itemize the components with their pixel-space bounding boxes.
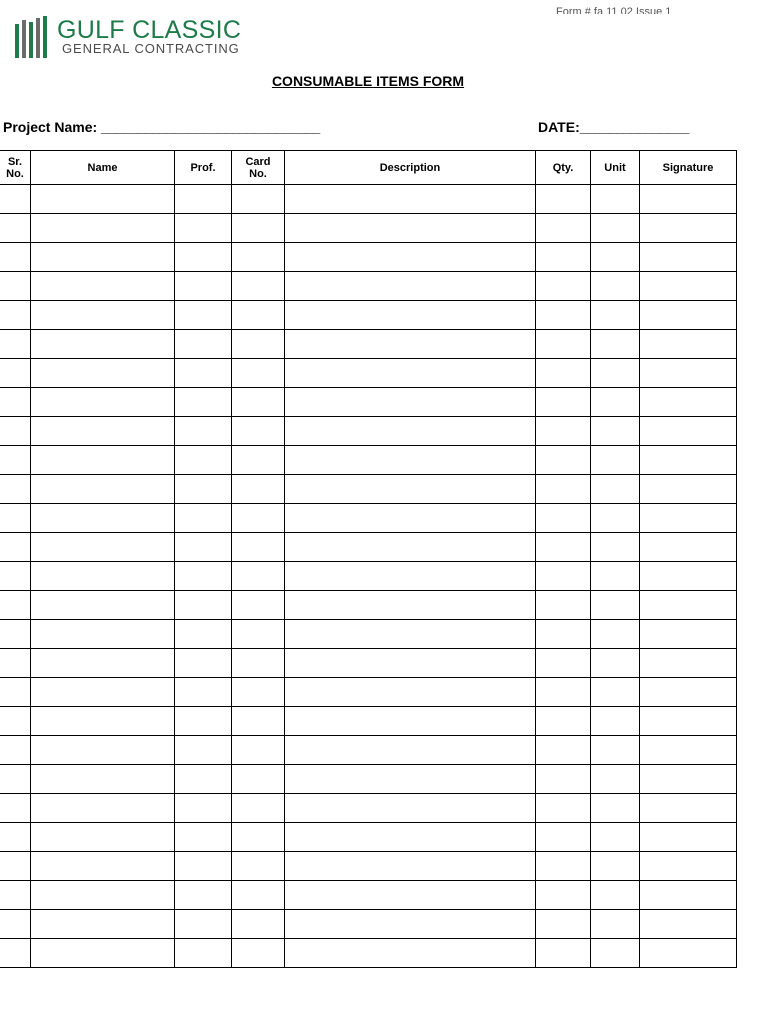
cell-prof[interactable] [175,823,232,852]
column-header-card-no: Card No. [232,151,285,185]
cell-card-no[interactable] [232,852,285,881]
cell-card-no[interactable] [232,359,285,388]
cell-qty[interactable] [536,736,591,765]
form-reference: Form # fa 11 02 Issue 1 [556,6,672,14]
table-row [0,504,737,533]
table-row [0,678,737,707]
cell-card-no[interactable] [232,707,285,736]
column-header-name: Name [31,151,175,185]
cell-qty[interactable] [536,823,591,852]
cell-sr-no[interactable] [0,707,31,736]
cell-name[interactable] [31,475,175,504]
cell-qty[interactable] [536,475,591,504]
cell-signature[interactable] [640,475,737,504]
cell-unit[interactable] [591,562,640,591]
table-row [0,185,737,214]
cell-card-no[interactable] [232,243,285,272]
cell-prof[interactable] [175,417,232,446]
cell-signature[interactable] [640,591,737,620]
table-row [0,330,737,359]
company-name: GULF CLASSIC [57,16,242,44]
cell-unit[interactable] [591,272,640,301]
table-row [0,591,737,620]
table-row [0,736,737,765]
cell-name[interactable] [31,707,175,736]
cell-signature[interactable] [640,736,737,765]
table-row [0,765,737,794]
cell-qty[interactable] [536,591,591,620]
cell-signature[interactable] [640,388,737,417]
cell-sr-no[interactable] [0,765,31,794]
cell-description[interactable] [285,330,536,359]
cell-signature[interactable] [640,446,737,475]
cell-unit[interactable] [591,388,640,417]
cell-name[interactable] [31,272,175,301]
cell-qty[interactable] [536,562,591,591]
cell-qty[interactable] [536,359,591,388]
cell-sr-no[interactable] [0,388,31,417]
cell-description[interactable] [285,707,536,736]
table-row [0,939,737,968]
cell-description[interactable] [285,243,536,272]
cell-qty[interactable] [536,330,591,359]
cell-description[interactable] [285,910,536,939]
cell-prof[interactable] [175,388,232,417]
cell-unit[interactable] [591,678,640,707]
cell-qty[interactable] [536,533,591,562]
cell-sr-no[interactable] [0,736,31,765]
cell-sr-no[interactable] [0,939,31,968]
cell-card-no[interactable] [232,504,285,533]
cell-prof[interactable] [175,475,232,504]
cell-name[interactable] [31,736,175,765]
cell-unit[interactable] [591,736,640,765]
cell-card-no[interactable] [232,591,285,620]
cell-signature[interactable] [640,881,737,910]
cell-signature[interactable] [640,562,737,591]
cell-prof[interactable] [175,301,232,330]
cell-qty[interactable] [536,939,591,968]
cell-qty[interactable] [536,272,591,301]
cell-description[interactable] [285,417,536,446]
table-row [0,359,737,388]
date-line[interactable]: _______________ [579,119,690,135]
cell-qty[interactable] [536,446,591,475]
cell-card-no[interactable] [232,794,285,823]
cell-signature[interactable] [640,533,737,562]
cell-qty[interactable] [536,504,591,533]
cell-signature[interactable] [640,620,737,649]
cell-description[interactable] [285,446,536,475]
cell-sr-no[interactable] [0,504,31,533]
cell-sr-no[interactable] [0,533,31,562]
cell-unit[interactable] [591,649,640,678]
cell-unit[interactable] [591,707,640,736]
cell-description[interactable] [285,504,536,533]
table-row [0,649,737,678]
cell-description[interactable] [285,678,536,707]
cell-unit[interactable] [591,301,640,330]
cell-signature[interactable] [640,794,737,823]
cell-qty[interactable] [536,620,591,649]
project-name-field[interactable] [3,118,320,136]
logo-bars-icon [14,16,52,58]
cell-card-no[interactable] [232,678,285,707]
cell-sr-no[interactable] [0,562,31,591]
consumable-items-table [0,150,737,968]
cell-qty[interactable] [536,881,591,910]
cell-unit[interactable] [591,214,640,243]
cell-qty[interactable] [536,707,591,736]
cell-name[interactable] [31,533,175,562]
cell-unit[interactable] [591,533,640,562]
cell-sr-no[interactable] [0,881,31,910]
cell-card-no[interactable] [232,214,285,243]
cell-name[interactable] [31,794,175,823]
cell-description[interactable] [285,794,536,823]
cell-sr-no[interactable] [0,591,31,620]
cell-card-no[interactable] [232,185,285,214]
cell-card-no[interactable] [232,562,285,591]
cell-signature[interactable] [640,214,737,243]
date-label: DATE: [538,119,580,135]
cell-name[interactable] [31,359,175,388]
cell-name[interactable] [31,417,175,446]
cell-description[interactable] [285,591,536,620]
date-field[interactable] [538,118,689,136]
cell-description[interactable] [285,620,536,649]
cell-sr-no[interactable] [0,446,31,475]
cell-prof[interactable] [175,939,232,968]
cell-unit[interactable] [591,359,640,388]
cell-sr-no[interactable] [0,910,31,939]
column-header-prof: Prof. [175,151,232,185]
cell-prof[interactable] [175,678,232,707]
cell-name[interactable] [31,504,175,533]
table-row [0,388,737,417]
cell-sr-no[interactable] [0,649,31,678]
cell-card-no[interactable] [232,272,285,301]
cell-card-no[interactable] [232,823,285,852]
cell-signature[interactable] [640,910,737,939]
cell-card-no[interactable] [232,533,285,562]
cell-qty[interactable] [536,243,591,272]
cell-name[interactable] [31,649,175,678]
table-row [0,620,737,649]
cell-description[interactable] [285,388,536,417]
cell-qty[interactable] [536,301,591,330]
cell-qty[interactable] [536,185,591,214]
table-row [0,272,737,301]
cell-signature[interactable] [640,649,737,678]
cell-signature[interactable] [640,765,737,794]
cell-prof[interactable] [175,446,232,475]
cell-prof[interactable] [175,185,232,214]
table-header-row [0,151,737,185]
cell-signature[interactable] [640,678,737,707]
cell-prof[interactable] [175,214,232,243]
cell-sr-no[interactable] [0,823,31,852]
cell-description[interactable] [285,939,536,968]
cell-sr-no[interactable] [0,301,31,330]
table-row [0,446,737,475]
cell-qty[interactable] [536,765,591,794]
cell-signature[interactable] [640,504,737,533]
cell-description[interactable] [285,881,536,910]
cell-signature[interactable] [640,330,737,359]
cell-name[interactable] [31,388,175,417]
project-name-line[interactable]: ______________________________ [101,119,320,135]
cell-signature[interactable] [640,707,737,736]
cell-sr-no[interactable] [0,417,31,446]
cell-sr-no[interactable] [0,185,31,214]
cell-description[interactable] [285,272,536,301]
table-row [0,214,737,243]
cell-name[interactable] [31,330,175,359]
cell-name[interactable] [31,301,175,330]
table-row [0,533,737,562]
table-row [0,794,737,823]
cell-unit[interactable] [591,823,640,852]
cell-qty[interactable] [536,388,591,417]
cell-prof[interactable] [175,707,232,736]
table-row [0,243,737,272]
cell-sr-no[interactable] [0,214,31,243]
cell-unit[interactable] [591,765,640,794]
cell-description[interactable] [285,649,536,678]
cell-name[interactable] [31,678,175,707]
cell-name[interactable] [31,852,175,881]
cell-qty[interactable] [536,852,591,881]
cell-signature[interactable] [640,939,737,968]
cell-prof[interactable] [175,620,232,649]
cell-unit[interactable] [591,417,640,446]
cell-prof[interactable] [175,359,232,388]
cell-name[interactable] [31,939,175,968]
cell-name[interactable] [31,823,175,852]
cell-card-no[interactable] [232,736,285,765]
cell-name[interactable] [31,910,175,939]
cell-name[interactable] [31,562,175,591]
cell-unit[interactable] [591,910,640,939]
cell-unit[interactable] [591,939,640,968]
cell-description[interactable] [285,475,536,504]
cell-qty[interactable] [536,649,591,678]
cell-unit[interactable] [591,852,640,881]
cell-qty[interactable] [536,910,591,939]
cell-sr-no[interactable] [0,330,31,359]
form-title: CONSUMABLE ITEMS FORM [271,73,465,89]
cell-unit[interactable] [591,330,640,359]
cell-description[interactable] [285,214,536,243]
cell-name[interactable] [31,591,175,620]
cell-qty[interactable] [536,794,591,823]
column-header-sr-no: Sr. No. [0,151,31,185]
cell-unit[interactable] [591,185,640,214]
cell-prof[interactable] [175,591,232,620]
cell-prof[interactable] [175,852,232,881]
cell-card-no[interactable] [232,910,285,939]
cell-description[interactable] [285,533,536,562]
cell-signature[interactable] [640,359,737,388]
table-row [0,707,737,736]
cell-card-no[interactable] [232,881,285,910]
project-name-label: Project Name: [3,119,98,135]
cell-prof[interactable] [175,330,232,359]
table-row [0,475,737,504]
cell-signature[interactable] [640,301,737,330]
cell-card-no[interactable] [232,301,285,330]
cell-description[interactable] [285,185,536,214]
cell-name[interactable] [31,214,175,243]
cell-sr-no[interactable] [0,678,31,707]
cell-signature[interactable] [640,417,737,446]
cell-qty[interactable] [536,417,591,446]
cell-signature[interactable] [640,185,737,214]
cell-description[interactable] [285,562,536,591]
cell-card-no[interactable] [232,475,285,504]
company-tagline: GENERAL CONTRACTING [62,41,240,56]
table-row [0,823,737,852]
cell-unit[interactable] [591,243,640,272]
cell-card-no[interactable] [232,939,285,968]
cell-unit[interactable] [591,446,640,475]
cell-sr-no[interactable] [0,620,31,649]
cell-prof[interactable] [175,881,232,910]
cell-unit[interactable] [591,620,640,649]
cell-description[interactable] [285,852,536,881]
cell-sr-no[interactable] [0,359,31,388]
column-header-signature: Signature [640,151,737,185]
cell-prof[interactable] [175,736,232,765]
cell-name[interactable] [31,620,175,649]
cell-card-no[interactable] [232,765,285,794]
cell-signature[interactable] [640,852,737,881]
cell-sr-no[interactable] [0,475,31,504]
table-row [0,562,737,591]
table-body [0,185,737,968]
cell-signature[interactable] [640,823,737,852]
cell-unit[interactable] [591,475,640,504]
cell-description[interactable] [285,765,536,794]
column-header-unit: Unit [591,151,640,185]
cell-prof[interactable] [175,562,232,591]
cell-unit[interactable] [591,881,640,910]
cell-sr-no[interactable] [0,243,31,272]
cell-sr-no[interactable] [0,794,31,823]
cell-name[interactable] [31,243,175,272]
table-row [0,301,737,330]
cell-name[interactable] [31,446,175,475]
cell-unit[interactable] [591,504,640,533]
cell-prof[interactable] [175,765,232,794]
cell-description[interactable] [285,823,536,852]
cell-name[interactable] [31,185,175,214]
cell-prof[interactable] [175,243,232,272]
cell-signature[interactable] [640,272,737,301]
cell-sr-no[interactable] [0,272,31,301]
cell-card-no[interactable] [232,620,285,649]
company-logo [14,14,264,58]
table-row [0,910,737,939]
cell-prof[interactable] [175,504,232,533]
cell-card-no[interactable] [232,388,285,417]
column-header-qty: Qty. [536,151,591,185]
cell-unit[interactable] [591,794,640,823]
cell-card-no[interactable] [232,649,285,678]
cell-prof[interactable] [175,272,232,301]
table-row [0,852,737,881]
cell-card-no[interactable] [232,417,285,446]
cell-prof[interactable] [175,910,232,939]
cell-sr-no[interactable] [0,852,31,881]
cell-description[interactable] [285,301,536,330]
cell-card-no[interactable] [232,446,285,475]
cell-prof[interactable] [175,649,232,678]
cell-name[interactable] [31,765,175,794]
cell-description[interactable] [285,359,536,388]
cell-prof[interactable] [175,794,232,823]
cell-qty[interactable] [536,214,591,243]
cell-description[interactable] [285,736,536,765]
cell-signature[interactable] [640,243,737,272]
cell-card-no[interactable] [232,330,285,359]
cell-unit[interactable] [591,591,640,620]
cell-prof[interactable] [175,533,232,562]
table-row [0,417,737,446]
table-row [0,881,737,910]
column-header-description: Description [285,151,536,185]
cell-qty[interactable] [536,678,591,707]
cell-name[interactable] [31,881,175,910]
